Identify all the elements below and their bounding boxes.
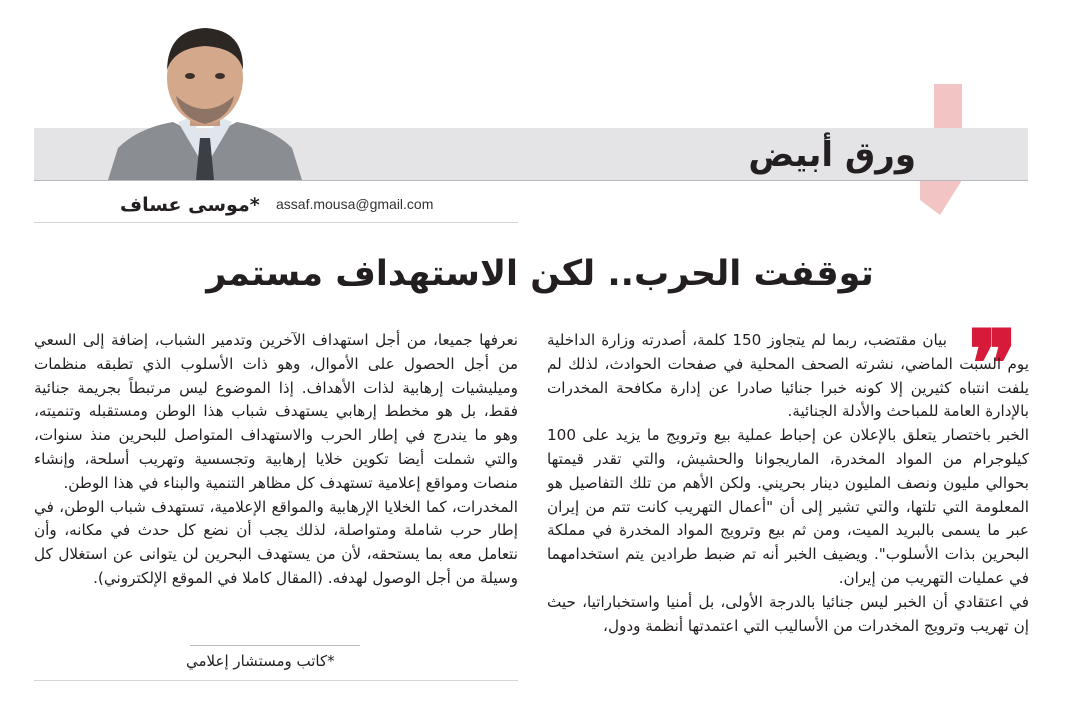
- author-email: assaf.mousa@gmail.com: [276, 196, 434, 212]
- article-paragraph: نعرفها جميعا، من أجل استهداف الآخرين وتدمير الشباب، إضافة إلى السعي من أجل الحصول على الأموال، وهو ذات الأسلوب الذي تطبقه منظمات وميليشيات إرهابية لذات الأهداف. إذا الموضوع ليس مرتبطاً بجريمة جنائية فقط، بل هو مخطط إرهابي يستهدف شباب هذا الوطن ومستقبله وتنميته، وهو ما يندرج في إطار الحرب والاستهداف المتواصل للبحرين منذ سنوات، والتي شملت أيضا تكوين خلايا إرهابية وتجسسية وتهريب أسلحة، وإنشاء منصات ومواقع إعلامية تستهدف كل مظاهر التنمية والبناء في هذا الوطن.: [34, 331, 518, 492]
- author-photo: [98, 18, 312, 180]
- author-name: *موسى عساف: [120, 194, 260, 216]
- column-section-title: ورق أبيض: [748, 135, 916, 175]
- article-paragraph: في اعتقادي أن الخبر ليس جنائيا بالدرجة الأولى، بل أمنيا واستخباراتيا، حيث إن تهريب وترويج المخدرات من الأساليب التي اعتمدتها أنظمة ودول،: [547, 592, 1029, 635]
- bottom-divider: [34, 680, 518, 681]
- article-paragraph: المخدرات، كما الخلايا الإرهابية والمواقع الإعلامية، تستهدف شباب الوطن، في إطار حرب شاملة ومتواصلة، لذلك يجب أن نضع كل حدث في مكانه، وأن نتعامل معه بما يستحقه، لأن من يستهدف البحرين لن يتوانى عن استغلال كل وسيلة من أجل الوصول لهدفه. (المقال كاملا في الموقع الإلكتروني).: [34, 497, 518, 587]
- footnote-divider: [190, 645, 360, 646]
- author-divider: [34, 222, 518, 223]
- article-paragraph: بيان مقتضب، ربما لم يتجاوز 150 كلمة، أصدرته وزارة الداخلية يوم السبت الماضي، نشرته الصحف المحلية في صفحات الحوادث، لذلك لم يلفت انتباه كثيرين إلا كونه خبرا جنائيا صادرا عن إدارة مكافحة المخدرات بالإدارة العامة للمباحث والأدلة الجنائية.: [547, 331, 1029, 421]
- author-footnote: *كاتب ومستشار إعلامي: [186, 652, 335, 670]
- article-column-right: [547, 329, 1029, 638]
- article-paragraph: الخبر باختصار يتعلق بالإعلان عن إحباط عملية بيع وترويج ما يزيد على 100 كيلوجرام من المواد المخدرة، الماريجوانا والحشيش، والتي تقدر قيمتها بحوالي مليون ونصف المليون دينار بحريني. ولكن الأهم من تلك التفاصيل هو المعلومة التي تلتها، والتي تشير إلى أن "أعمال التهريب كانت تتم من إيران عبر ما يسمى بالبريد الميت، ومن ثم بيع وترويج المواد المخدرة في مملكة البحرين بذات الأسلوب". ويضيف الخبر أنه تم ضبط طرادين يتم استخدامهما في عمليات التهريب من إيران.: [547, 426, 1029, 587]
- article-headline: توقفت الحرب.. لكن الاستهداف مستمر: [206, 254, 874, 294]
- quote-mark-icon: ❞: [968, 310, 1018, 418]
- header-divider: [34, 180, 1028, 181]
- article-column-left: [34, 329, 518, 591]
